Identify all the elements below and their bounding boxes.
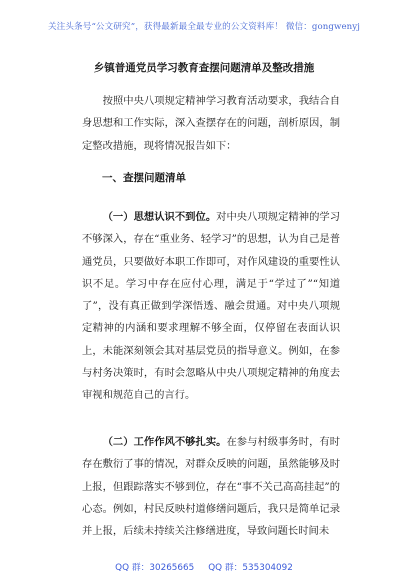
footer-qq-group-1: QQ 群：30265665 <box>115 563 195 573</box>
document-title: 乡镇普通党员学习教育查摆问题清单及整改措施 <box>93 62 315 74</box>
issue-2-text: 在参与村级事务时，有时存在敷衍了事的情况，对群众反映的问题，虽然能够及时上报，但跟踪落实不够到位，存在“事不关己高高挂起”的心态。例如，村民反映村道修缮问题后，我只是简单记录并上报，后续未持续关注修缮进度，导致问题长时间未 <box>82 436 341 538</box>
issue-2-lead: （二）工作作风不够扎实。 <box>102 436 227 448</box>
footer-qq-group-2: QQ 群：535304092 <box>208 563 293 573</box>
section-heading: 一、查摆问题清单 <box>102 172 186 184</box>
intro-paragraph: 按照中央八项规定精神学习教育活动要求，我结合自身思想和工作实际，深入查摆存在的问题，剖析原因，制定整改措施，现将情况报告如下： <box>82 95 340 152</box>
issue-1-lead: （一）思想认识不到位。 <box>102 211 217 223</box>
issue-paragraph-2 <box>82 431 340 542</box>
footer-contact <box>0 560 408 573</box>
issue-1-text: 对中央八项规定精神的学习不够深入，存在“重业务、轻学习”的思想，认为自己是普通党员，只要做好本职工作即可，对作风建设的重要性认识不足。学习中存在应付心理，满足于“学过了”“知道了”，没有真正做到学深悟透、融会贯通。对中央八项规定精神的内涵和要求理解不够全面，仅停留在表面认识上，未能深刻领会其对基层党员的指导意义。例如，在参与村务决策时，有时会忽略从中央八项规定精神的角度去审视和规范自己的言行。 <box>82 211 341 402</box>
header-banner: 关注头条号“公文研究”，获得最新最全最专业的公文资料库！ 微信：gongwenyj <box>47 22 361 32</box>
issue-paragraph-1 <box>82 206 340 407</box>
